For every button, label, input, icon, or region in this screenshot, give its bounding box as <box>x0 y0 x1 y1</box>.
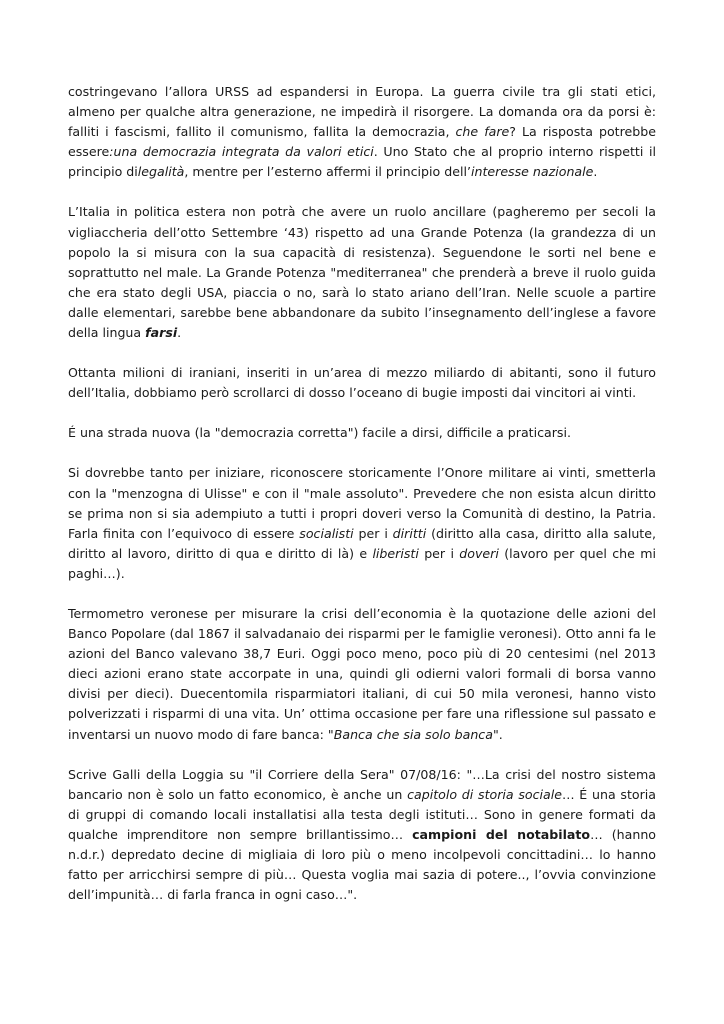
p5-seg-5: liberisti <box>372 545 419 561</box>
document-page <box>68 82 656 905</box>
p5-seg-7: doveri <box>459 545 499 561</box>
p1-seg-2: ? La risposta potrebbe essere <box>68 124 657 160</box>
p2-seg-2: . <box>177 325 182 341</box>
p6-seg-1: Banca che sia solo banca <box>333 726 493 742</box>
paragraph-strada-nuova <box>68 423 656 443</box>
paragraph-iraniani <box>68 363 656 403</box>
p5-seg-6: per i <box>418 545 460 561</box>
p7-seg-2: … É una storia di gruppi di comando locali installatisi alla testa degli istituti… Sono in genere formati da qualche imprenditore non sempre brillantissimo… <box>68 786 656 842</box>
paragraph-galli-della-loggia <box>68 765 656 906</box>
p7-seg-3: campioni del notabilato <box>412 826 591 842</box>
p5-seg-1: socialisti <box>299 525 354 541</box>
p2-seg-1 <box>145 325 177 340</box>
p5-seg-8: (lavoro per quel che mi paghi…). <box>68 545 656 581</box>
p4-seg-0: É una strada nuova (la "democrazia corretta") facile a dirsi, difficile a praticarsi. <box>68 425 571 441</box>
p1-seg-7: interesse nazionale <box>470 164 594 180</box>
p5-seg-2: per i <box>353 525 393 541</box>
p1-seg-1: che fare <box>455 124 510 140</box>
p3-seg-0: Ottanta milioni di iraniani, inseriti in un’area di mezzo miliardo di abitanti, sono il futuro dell’Italia, dobbiamo però scrollarci di dosso l’oceano di bugie imposti dai vincitori ai vinti. <box>68 365 656 401</box>
p2-seg-1-text: farsi <box>145 325 178 341</box>
p6-seg-0: Termometro veronese per misurare la crisi dell’economia è la quotazione delle azioni del Banco Popolare (dal 1867 il salvadanaio dei risparmi per le famiglie veronesi). Otto anni fa le azioni del Banco valevano 38,7 Euri. Oggi poco meno, poco più di 20 centesimi (nel 2013 dieci azioni erano state accorpate in una, quindi gli odierni valori formali di borsa vanno divisi per dieci). Duecentomila risparmiatori italiani, di cui 50 mila veronesi, hanno visto polverizzati i risparmi di una vita. Un’ ottima occasione per fare una riflessione sul passato e inventarsi un nuovo modo di fare banca: " <box>68 605 656 742</box>
p6-seg-2: ". <box>492 726 503 742</box>
p1-seg-5: legalità <box>137 164 185 180</box>
p1-seg-4: . Uno Stato che al proprio interno rispetti il principio di <box>68 144 656 180</box>
p1-seg-6: , mentre per l’esterno affermi il principio dell’ <box>184 164 471 180</box>
p7-seg-4: … (hanno n.d.r.) depredato decine di migliaia di loro più o meno incolpevoli concittadini… lo hanno fatto per arricchirsi sempre di più… Questa voglia mai sazia di potere.., l’ovvia convinzione dell’impunità… di farla franca in ogni caso…". <box>68 826 657 903</box>
paragraph-italia-politica-estera <box>68 202 656 343</box>
p5-seg-3: diritti <box>392 525 427 541</box>
paragraph-urss <box>68 82 656 182</box>
p1-seg-3: :una democrazia integrata da valori etici <box>109 144 374 160</box>
p5-seg-0: Si dovrebbe tanto per iniziare, riconoscere storicamente l’Onore militare ai vinti, smetterla con la "menzogna di Ulisse" e con il "male assoluto". Prevedere che non esista alcun diritto se prima non si sia adempiuto a tutti i propri doveri verso la Comunità di destino, la Patria. Farla finita con l’equivoco di essere <box>68 465 656 541</box>
p5-seg-4: (diritto alla casa, diritto alla salute, diritto al lavoro, diritto di qua e diritto di là) e <box>68 525 656 561</box>
p7-seg-0: Scrive Galli della Loggia su "il Corriere della Sera" 07/08/16: "…La crisi del nostro sistema bancario non è solo un fatto economico, è anche un <box>68 766 656 802</box>
p2-seg-0: L’Italia in politica estera non potrà che avere un ruolo ancillare (pagheremo per secoli la vigliaccheria dell’otto Settembre ‘43) rispetto ad una Grande Potenza (la grandezza di un popolo la si misura con la sua capacità di resistenza). Seguendone le sorti nel bene e soprattutto nel male. La Grande Potenza "mediterranea" che prenderà a breve il ruolo guida che era stato degli USA, piaccia o no, sarà lo stato ariano dell’Iran. Nelle scuole a partire dalle elementari, sarebbe bene abbandonare da subito l’insegnamento dell’inglese a favore della lingua <box>68 204 656 341</box>
p1-seg-8: . <box>593 164 598 180</box>
paragraph-banco-popolare <box>68 604 656 745</box>
p7-seg-1: capitolo di storia sociale <box>407 786 562 802</box>
p1-seg-0: costringevano l’allora URSS ad espandersi in Europa. La guerra civile tra gli stati etici, almeno per qualche altra generazione, ne impedirà il risorgere. La domanda ora da porsi è: falliti i fascismi, fallito il comunismo, fallita la democrazia, <box>68 84 656 140</box>
paragraph-onore-militare <box>68 463 656 584</box>
